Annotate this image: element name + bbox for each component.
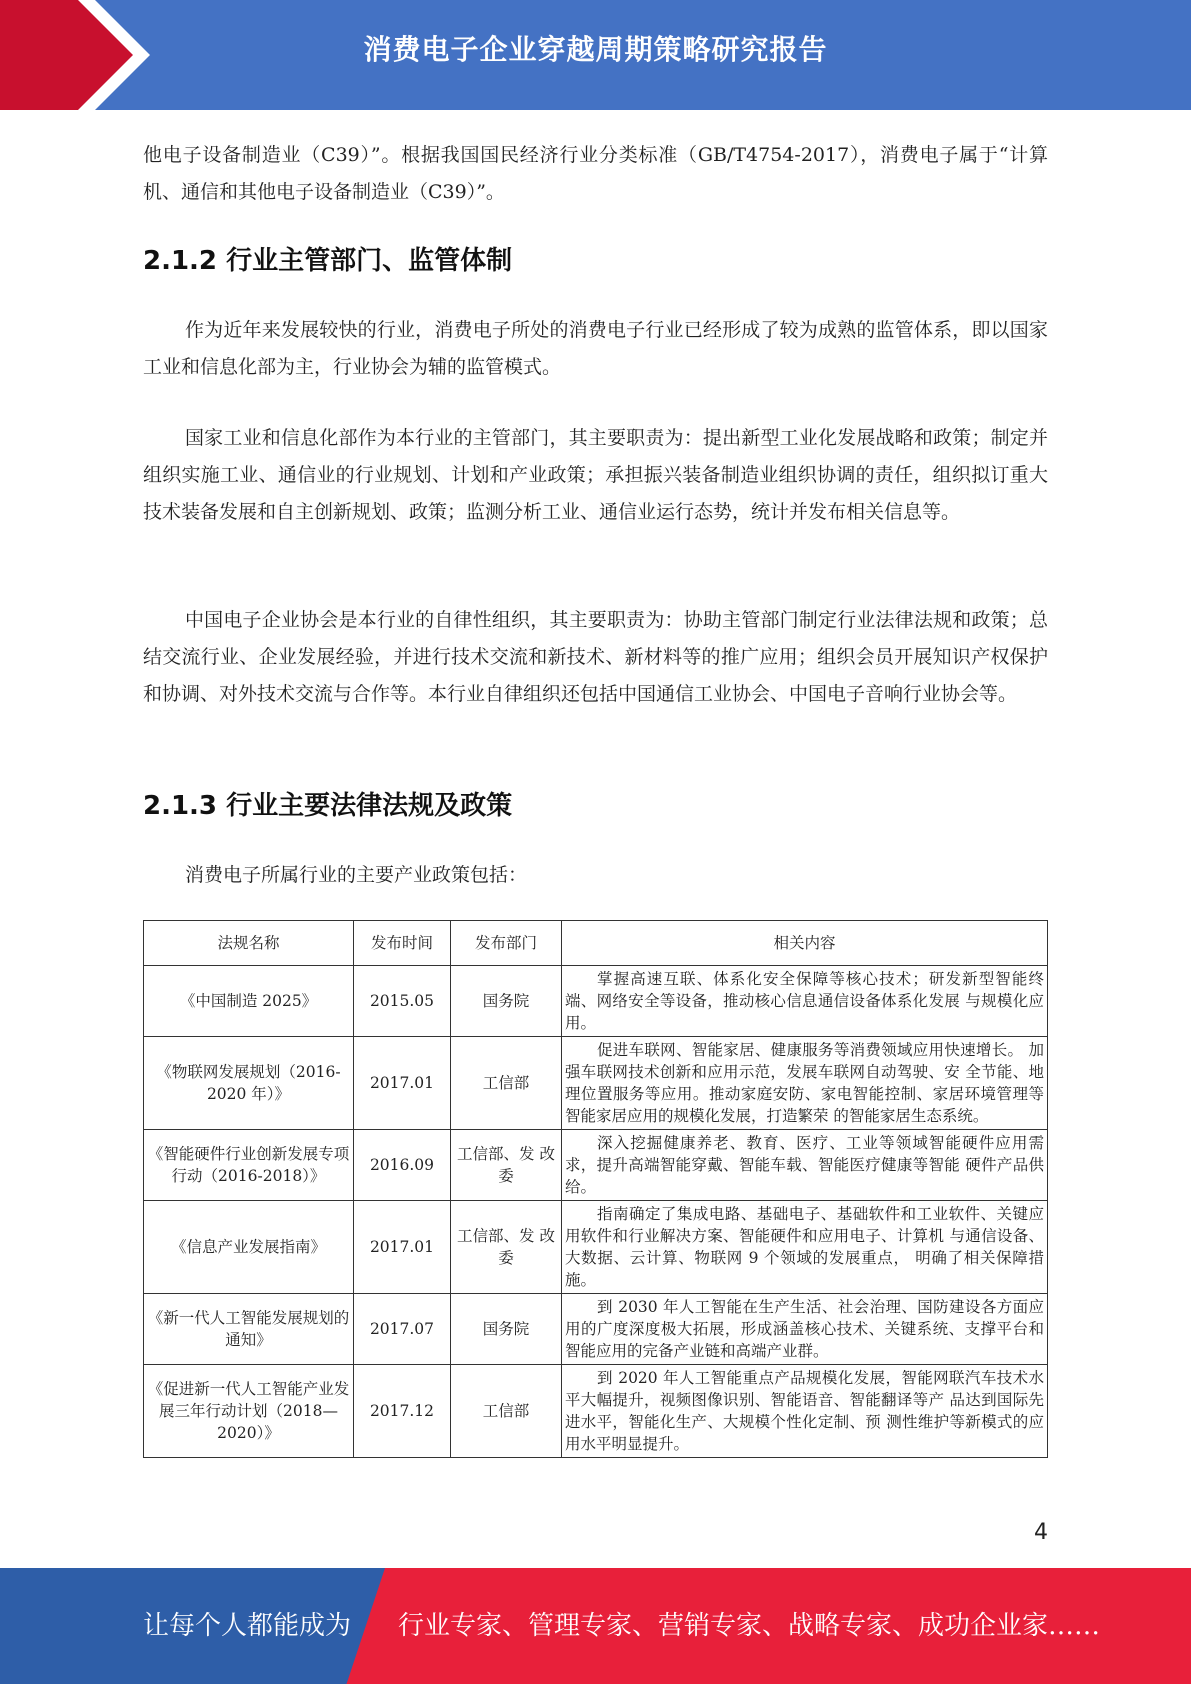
paragraph-regulatory-system: 作为近年来发展较快的行业，消费电子所处的消费电子行业已经形成了较为成熟的监管体系，即以国家工业和信息化部为主，行业协会为辅的监管模式。	[143, 319, 1048, 378]
cell-policy-date: 2017.12	[354, 1365, 451, 1458]
cell-policy-name: 《物联网发展规划（2016-2020 年）》	[144, 1037, 354, 1130]
cell-policy-dept: 国务院	[451, 1294, 562, 1365]
policy-content-text: 掌握高速互联、体系化安全保障等核心技术；研发新型智能终端、网络安全等设备，推动核心信息通信设备体系化发展 与规模化应用。	[565, 970, 1044, 1032]
header-cell-name: 法规名称	[144, 921, 354, 966]
cell-policy-content	[562, 1294, 1048, 1365]
cell-policy-dept: 工信部	[451, 1365, 562, 1458]
cell-policy-content	[562, 1130, 1048, 1201]
policy-content-text: 到 2020 年人工智能重点产品规模化发展，智能网联汽车技术水平大幅提升，视频图像识别、智能语音、智能翻译等产 品达到国际先进水平，智能化生产、大规模个性化定制、预 测性维护等新模式的应用水平明显提升。	[565, 1369, 1044, 1453]
footer-slogan-right: 行业专家、管理专家、营销专家、战略专家、成功企业家……	[398, 1611, 1101, 1641]
page-header	[0, 0, 1191, 110]
section-heading-2-1-2: 2.1.2 行业主管部门、监管体制	[143, 246, 513, 276]
header-cell-content: 相关内容	[562, 921, 1048, 966]
policy-content-text: 指南确定了集成电路、基础电子、基础软件和工业软件、关键应用软件和行业解决方案、智能硬件和应用电子、计算机 与通信设备、大数据、云计算、物联网 9 个领域的发展重点， 明确了相关保障措施。	[565, 1205, 1044, 1289]
table-row	[144, 1130, 1048, 1201]
cell-policy-date: 2017.01	[354, 1201, 451, 1294]
cell-policy-content	[562, 1037, 1048, 1130]
cell-policy-content	[562, 1201, 1048, 1294]
cell-policy-name: 《新一代人工智能发展规划的通知》	[144, 1294, 354, 1365]
report-title: 消费电子企业穿越周期策略研究报告	[363, 33, 828, 66]
cell-policy-content	[562, 966, 1048, 1037]
section-heading-2-1-3: 2.1.3 行业主要法律法规及政策	[143, 791, 513, 821]
policy-content-text: 到 2030 年人工智能在生产生活、社会治理、国防建设各方面应用的广度深度极大拓展，形成涵盖核心技术、关键系统、支撑平台和智能应用的完备产业链和高端产业群。	[565, 1298, 1044, 1360]
page-footer	[0, 1568, 1191, 1684]
paragraph-association-duties: 中国电子企业协会是本行业的自律性组织，其主要职责为：协助主管部门制定行业法律法规和政策；总结交流行业、企业发展经验，并进行技术交流和新技术、新材料等的推广应用；组织会员开展知识产权保护和协调、对外技术交流与合作等。本行业自律组织还包括中国通信工业协会、中国电子音响行业协会等。	[143, 609, 1048, 705]
header-cell-dept: 发布部门	[451, 921, 562, 966]
header-cell-date: 发布时间	[354, 921, 451, 966]
table-row	[144, 1201, 1048, 1294]
footer-slogan-left: 让每个人都能成为	[143, 1611, 352, 1641]
cell-policy-name: 《中国制造 2025》	[144, 966, 354, 1037]
cell-policy-date: 2016.09	[354, 1130, 451, 1201]
policy-content-text: 促进车联网、智能家居、健康服务等消费领域应用快速增长。 加强车联网技术创新和应用示范，发展车联网自动驾驶、安 全节能、地理位置服务等应用。推动家庭安防、家电智能控制、家居环境管理等智能家居应用的规模化发展，打造繁荣 的智能家居生态系统。	[565, 1041, 1044, 1125]
cell-policy-date: 2015.05	[354, 966, 451, 1037]
table-row	[144, 1365, 1048, 1458]
table-row	[144, 966, 1048, 1037]
cell-policy-dept: 工信部、发 改委	[451, 1130, 562, 1201]
cell-policy-date: 2017.07	[354, 1294, 451, 1365]
table-row	[144, 1037, 1048, 1130]
policy-content-text: 深入挖掘健康养老、教育、医疗、工业等领域智能硬件应用需求，提升高端智能穿戴、智能车载、智能医疗健康等智能 硬件产品供给。	[565, 1134, 1044, 1196]
cell-policy-date: 2017.01	[354, 1037, 451, 1130]
policy-lead-text: 消费电子所属行业的主要产业政策包括：	[185, 864, 528, 886]
cell-policy-content	[562, 1365, 1048, 1458]
table-header-row	[144, 921, 1048, 966]
cell-policy-name: 《信息产业发展指南》	[144, 1201, 354, 1294]
cell-policy-name: 《智能硬件行业创新发展专项行动（2016-2018）》	[144, 1130, 354, 1201]
table-row	[144, 1294, 1048, 1365]
cell-policy-dept: 工信部、发 改委	[451, 1201, 562, 1294]
page-number: 4	[1034, 1520, 1048, 1545]
intro-paragraph: 他电子设备制造业（C39）”。根据我国国民经济行业分类标准（GB/T4754-2017），消费电子属于“计算机、通信和其他电子设备制造业（C39）”。	[143, 144, 1048, 203]
paragraph-miit-duties: 国家工业和信息化部作为本行业的主管部门，其主要职责为：提出新型工业化发展战略和政策；制定并组织实施工业、通信业的行业规划、计划和产业政策；承担振兴装备制造业组织协调的责任，组织拟订重大技术装备发展和自主创新规划、政策；监测分析工业、通信业运行态势，统计并发布相关信息等。	[143, 427, 1048, 523]
cell-policy-dept: 国务院	[451, 966, 562, 1037]
cell-policy-dept: 工信部	[451, 1037, 562, 1130]
policy-table	[143, 920, 1048, 1458]
cell-policy-name: 《促进新一代人工智能产业发展三年行动计划（2018—2020）》	[144, 1365, 354, 1458]
